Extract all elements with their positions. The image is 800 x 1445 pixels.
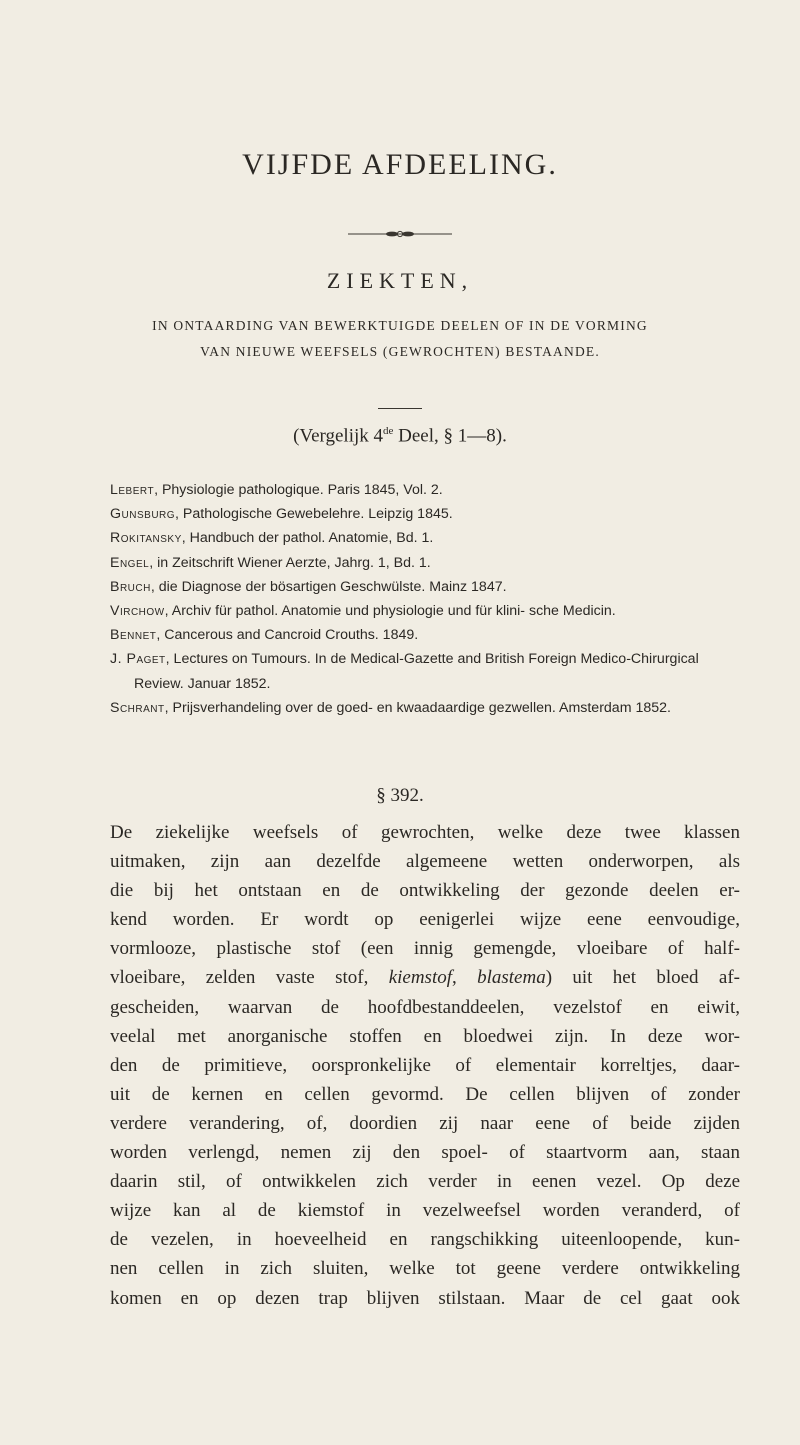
reference-text: , Prijsverhandeling over de goed- en kwaadaardige gezwellen. Amsterdam 1852. (164, 699, 671, 716)
reference-text: , Handbuch der pathol. Anatomie, Bd. 1. (181, 530, 434, 547)
reference-text: , Pathologische Gewebelehre. Leipzig 1845. (175, 506, 453, 523)
reference-list (110, 478, 730, 720)
reference-item (110, 478, 730, 502)
reference-author: Schrant (110, 699, 165, 716)
text-line-mixed (110, 963, 740, 992)
reference-text: , Lectures on Tumours. In de Medical-Gazette and British Foreign Medico-Chirurgical Review. Januar 1852. (134, 651, 699, 692)
text-line: de vezelen, in hoeveelheid en rangschikking uiteenloopende, kun- (110, 1229, 740, 1251)
text-line: veelal met anorganische stoffen en bloedwei zijn. In deze wor- (110, 1025, 740, 1047)
reference-author: Rokitansky (110, 530, 182, 547)
cross-reference-suffix: Deel, § 1—8). (393, 425, 507, 447)
reference-author: Gunsburg (110, 506, 176, 523)
reference-text: , Physiologie pathologique. Paris 1845, Vol. 2. (154, 482, 443, 498)
reference-text: , Archiv für pathol. Anatomie und physiologie und für klini- sche Medicin. (164, 603, 616, 620)
text-line: nen cellen in zich sluiten, welke tot geene verdere ontwikkeling (110, 1258, 740, 1280)
reference-author: Bruch (110, 578, 151, 595)
section-heading: ZIEKTEN, (326, 268, 474, 293)
italic-term: kiemstof (388, 967, 453, 989)
cross-reference-prefix: (Vergelijk 4 (293, 425, 384, 447)
text-segment: , (452, 967, 478, 989)
text-segment: vloeibare, zelden vaste stof, (110, 967, 389, 989)
text-segment: ) uit het bloed af- (545, 967, 740, 989)
reference-item (110, 502, 730, 526)
reference-item (110, 623, 730, 647)
paragraph-number: § 392. (376, 785, 424, 806)
text-line: den de primitieve, oorspronkelijke of elementair korreltjes, daar- (110, 1054, 740, 1076)
subtitle-line-2: VAN NIEUWE WEEFSELS (GEWROCHTEN) BESTAANDE. (200, 344, 600, 359)
text-line: gescheiden, waarvan de hoofdbestanddeelen, vezelstof en eiwit, (110, 996, 740, 1018)
text-line: vormlooze, plastische stof (een innig gemengde, vloeibare of half- (110, 938, 740, 960)
chapter-title: VIJFDE AFDEELING. (242, 148, 558, 181)
text-line: komen en op dezen trap blijven stilstaan. Maar de cel gaat ook (110, 1287, 740, 1309)
text-line: die bij het ontstaan en de ontwikkeling der gezonde deelen er- (110, 880, 740, 902)
text-line: kend worden. Er wordt op eenigerlei wijze eene eenvoudige, (110, 909, 740, 931)
text-line: uitmaken, zijn aan dezelfde algemeene wetten onderworpen, als (110, 851, 740, 873)
text-line: daarin stil, of ontwikkelen zich verder in eenen vezel. Op deze (110, 1171, 740, 1193)
reference-item (110, 575, 730, 599)
text-line: verdere verandering, of, doordien zij naar eene of beide zijden (110, 1112, 740, 1134)
ornament-divider (340, 228, 460, 240)
cross-reference (0, 425, 800, 447)
reference-item (110, 696, 730, 720)
reference-item (110, 551, 730, 575)
body-paragraph (110, 818, 740, 1313)
text-line: wijze kan al de kiemstof in vezelweefsel worden veranderd, of (110, 1200, 740, 1222)
text-line: uit de kernen en cellen gevormd. De cellen blijven of zonder (110, 1083, 740, 1105)
text-line: De ziekelijke weefsels of gewrochten, welke deze twee klassen (110, 822, 740, 843)
reference-item (110, 599, 730, 623)
reference-item (110, 647, 730, 695)
reference-text: , Cancerous and Cancroid Crouths. 1849. (156, 627, 419, 644)
cross-reference-sup: de (383, 425, 394, 437)
reference-text: , die Diagnose der bösartigen Geschwülste. Mainz 1847. (150, 578, 507, 595)
reference-text: , in Zeitschrift Wiener Aerzte, Jahrg. 1, Bd. 1. (149, 554, 431, 571)
reference-author: Virchow (110, 603, 165, 620)
subtitle-line-1: IN ONTAARDING VAN BEWERKTUIGDE DEELEN OF IN DE VORMING (152, 318, 648, 333)
reference-author: Engel (110, 554, 150, 571)
reference-author: J. Paget (110, 651, 166, 668)
short-rule (378, 408, 422, 409)
reference-item (110, 526, 730, 550)
italic-term: blastema (477, 967, 546, 989)
reference-author: Bennet (110, 627, 157, 644)
text-line: worden verlengd, nemen zij den spoel- of staartvorm aan, staan (110, 1142, 740, 1164)
reference-author: Lebert (110, 482, 155, 498)
